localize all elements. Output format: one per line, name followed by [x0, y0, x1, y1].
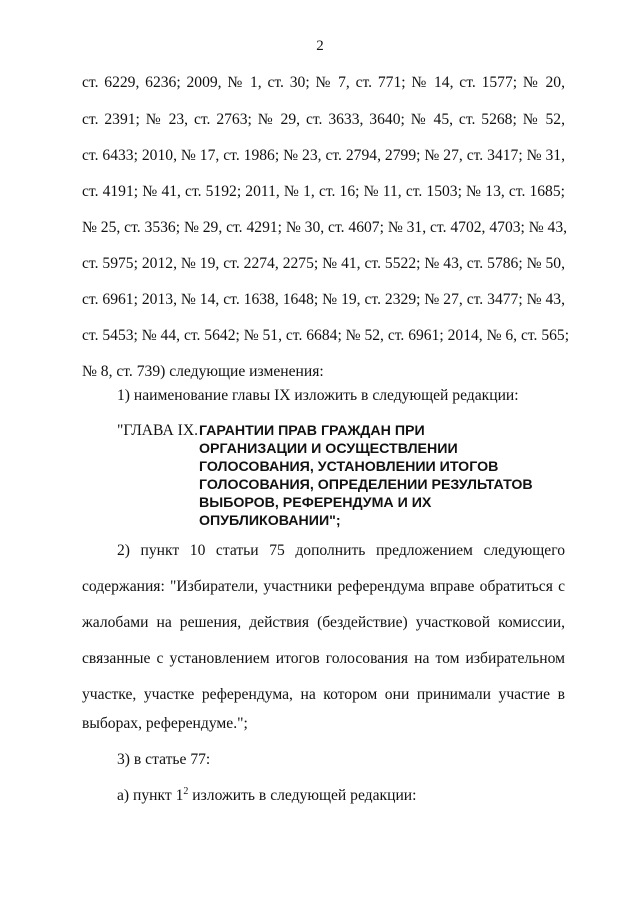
chapter-heading-line: ОРГАНИЗАЦИИ И ОСУЩЕСТВЛЕНИИ	[199, 441, 458, 457]
citation-line: ст. 2391; № 23, ст. 2763; № 29, ст. 3633, 3640; № 45, ст. 5268; № 52,	[82, 111, 565, 128]
chapter-heading-line: ГОЛОСОВАНИЯ, УСТАНОВЛЕНИИ ИТОГОВ	[199, 459, 499, 475]
item-3a-superscript: 2	[183, 785, 189, 797]
chapter-heading-line: ВЫБОРОВ, РЕФЕРЕНДУМА И ИХ	[199, 495, 432, 511]
item-2-line: содержания: "Избиратели, участники референдума вправе обратиться с	[82, 578, 565, 595]
citation-line: ст. 6433; 2010, № 17, ст. 1986; № 23, ст. 2794, 2799; № 27, ст. 3417; № 31,	[82, 147, 565, 164]
citation-line: ст. 5453; № 44, ст. 5642; № 51, ст. 6684; № 52, ст. 6961; 2014, № 6, ст. 565;	[82, 327, 570, 344]
item-3a-text	[117, 786, 557, 806]
citation-line: ст. 4191; № 41, ст. 5192; 2011, № 1, ст. 16; № 11, ст. 1503; № 13, ст. 1685;	[82, 183, 565, 200]
item-3a-prefix: а) пункт 1	[117, 787, 184, 804]
chapter-heading-line: ГОЛОСОВАНИЯ, ОПРЕДЕЛЕНИИ РЕЗУЛЬТАТОВ	[199, 477, 533, 493]
citation-line: ст. 6961; 2013, № 14, ст. 1638, 1648; № 19, ст. 2329; № 27, ст. 3477; № 43,	[82, 291, 565, 308]
item-2-line: жалобами на решения, действия (бездействие) участковой комиссии,	[82, 614, 565, 631]
citation-line: № 25, ст. 3536; № 29, ст. 4291; № 30, ст. 4607; № 31, ст. 4702, 4703; № 43,	[82, 219, 568, 236]
citation-line: ст. 5975; 2012, № 19, ст. 2274, 2275; № 41, ст. 5522; № 43, ст. 5786; № 50,	[82, 255, 565, 272]
item-3-text: 3) в статье 77:	[117, 751, 211, 768]
page-number: 2	[316, 38, 324, 54]
item-3a-suffix: изложить в следующей редакции:	[188, 787, 417, 804]
item-2-line: выборах, референдуме.";	[82, 715, 248, 732]
chapter-heading-lead: "ГЛАВА IX.	[117, 422, 198, 439]
item-2-line: связанные с установлением итогов голосования на том избирательном	[82, 650, 565, 667]
item-1-text: 1) наименование главы IX изложить в следующей редакции:	[117, 387, 519, 404]
item-2-line: участке, участке референдума, на котором они принимали участие в	[82, 686, 565, 703]
citation-line: ст. 6229, 6236; 2009, № 1, ст. 30; № 7, ст. 771; № 14, ст. 1577; № 20,	[82, 74, 565, 91]
item-2-line: 2) пункт 10 статьи 75 дополнить предложением следующего	[117, 542, 565, 559]
chapter-heading-line: ОПУБЛИКОВАНИИ";	[199, 513, 341, 529]
citation-line: № 8, ст. 739) следующие изменения:	[82, 363, 324, 380]
chapter-heading-line: ГАРАНТИИ ПРАВ ГРАЖДАН ПРИ	[199, 423, 425, 439]
